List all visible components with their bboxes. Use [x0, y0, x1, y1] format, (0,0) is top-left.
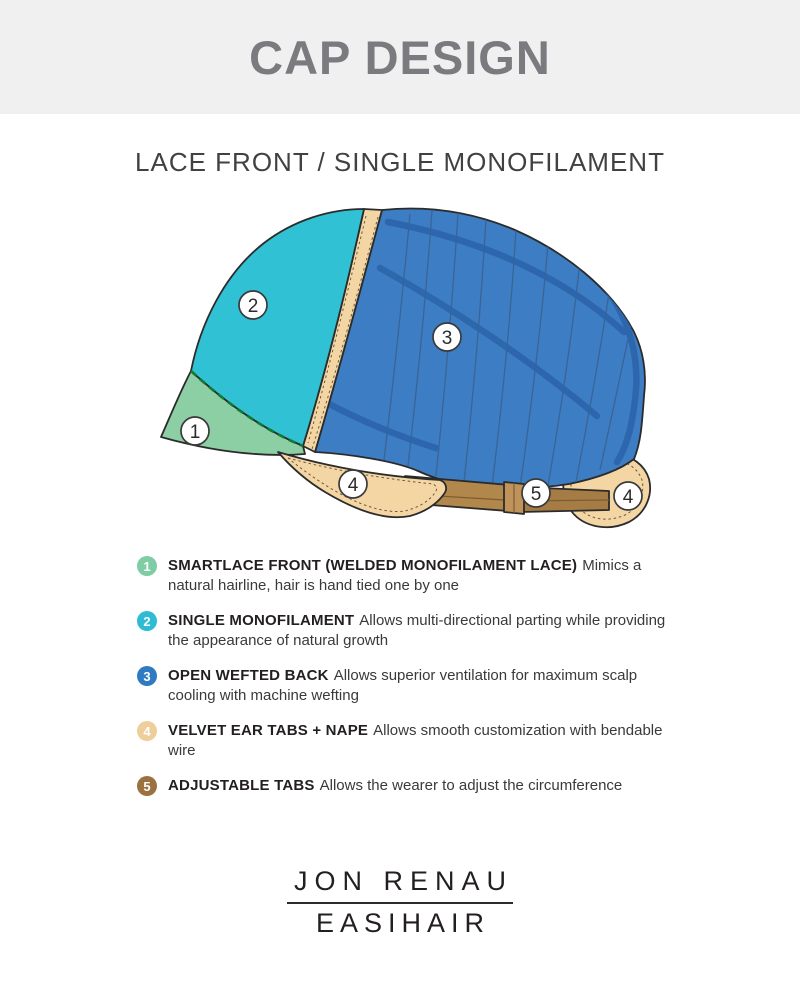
legend-desc-5: Allows the wearer to adjust the circumference [319, 777, 623, 794]
legend-bullet-4: 4 [137, 721, 157, 741]
cap-diagram [0, 195, 800, 555]
legend-item-smartlace-front [137, 556, 669, 596]
brand-name-top: JON RENAU [293, 866, 513, 896]
legend-text-2 [168, 611, 669, 651]
callout-5-number: 5 [530, 484, 542, 505]
callout-5 [522, 479, 550, 507]
legend [137, 556, 669, 811]
legend-bullet-1: 1 [137, 556, 157, 576]
legend-text-5 [168, 776, 622, 796]
legend-bullet-2: 2 [137, 611, 157, 631]
brand-logo [0, 866, 800, 939]
legend-item-single-monofilament [137, 611, 669, 651]
callout-4-right-number: 4 [622, 487, 634, 508]
legend-desc-3: Allows superior ventilation for maximum scalp cooling with machine wefting [168, 667, 638, 704]
callout-1-number: 1 [189, 422, 201, 443]
header-band [0, 0, 800, 114]
legend-text-4 [168, 721, 669, 761]
callout-4-right [614, 482, 642, 510]
callout-4-left-number: 4 [347, 475, 359, 496]
callout-1 [181, 417, 209, 445]
page-title: CAP DESIGN [249, 30, 551, 84]
callout-2-number: 2 [247, 296, 259, 317]
brand-name-bottom: EASIHAIR [315, 908, 491, 938]
legend-title-2: SINGLE MONOFILAMENT [168, 612, 355, 629]
legend-desc-1: Mimics a natural hairline, hair is hand tied one by one [168, 557, 642, 594]
brand-divider-line [287, 902, 513, 904]
legend-title-3: OPEN WEFTED BACK [168, 667, 329, 684]
legend-text-1 [168, 556, 669, 596]
legend-desc-4: Allows smooth customization with bendable wire [168, 722, 663, 759]
legend-item-velvet-ear-tabs [137, 721, 669, 761]
legend-text-3 [168, 666, 669, 706]
legend-bullet-3: 3 [137, 666, 157, 686]
legend-item-open-wefted-back [137, 666, 669, 706]
legend-title-5: ADJUSTABLE TABS [168, 777, 315, 794]
legend-bullet-5: 5 [137, 776, 157, 796]
legend-title-4: VELVET EAR TABS + NAPE [168, 722, 369, 739]
cap-subtitle: LACE FRONT / SINGLE MONOFILAMENT [135, 147, 665, 177]
callout-3-number: 3 [441, 328, 453, 349]
legend-item-adjustable-tabs [137, 776, 669, 796]
callout-2 [239, 291, 267, 319]
callout-4-left [339, 470, 367, 498]
legend-title-1: SMARTLACE FRONT (WELDED MONOFILAMENT LACE) [168, 557, 578, 574]
callout-3 [433, 323, 461, 351]
legend-desc-2: Allows multi-directional parting while providing the appearance of natural growth [168, 612, 666, 649]
